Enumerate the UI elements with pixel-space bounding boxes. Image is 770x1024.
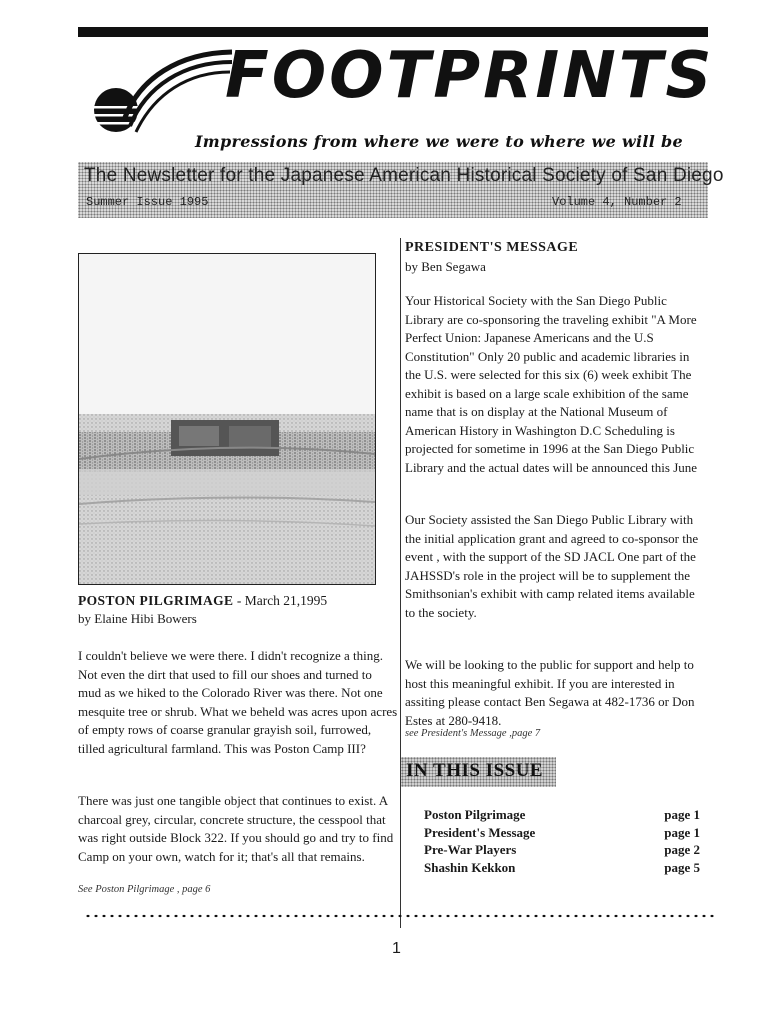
presidents-message-paragraph-1: Your Historical Society with the San Diego Public Library are co-sponsoring the traveling exhibit "A More Perfect Union: Japanese Americans and the U.S Constitution" Only 20 public and academic libraries in the U.S. were selected for this six (6) week exhibit The exhibit is based on a large scale exhibition of the same name that is on display at the National Museum of American History in Washington D.C Scheduling is projected for sometime in 1996 at the San Diego Public Library and the actual dates will be announced this June bbox=[405, 293, 698, 475]
issue-label: Summer Issue 1995 bbox=[86, 195, 209, 209]
toc-item bbox=[424, 859, 700, 877]
presidents-message-byline: by Ben Segawa bbox=[405, 259, 486, 274]
masthead-title: FOOTPRINTS bbox=[225, 39, 715, 113]
presidents-message-paragraph-2: Our Society assisted the San Diego Public Library with the initial application grant and agreed to co-sponsor the event , with the support of the SD JACL One part of the JAHSSD's role in the project will be to supplement the Smithsonian's exhibit with camp related items available to the society. bbox=[405, 512, 699, 620]
toc-item bbox=[424, 841, 700, 859]
top-rule bbox=[78, 27, 708, 37]
banner-title: The Newsletter for the Japanese American Historical Society of San Diego bbox=[84, 165, 724, 186]
toc-item-title: Shashin Kekkon bbox=[424, 859, 516, 875]
poston-pilgrimage-title bbox=[78, 593, 327, 609]
tagline: Impressions from where we were to where we will be bbox=[195, 132, 683, 151]
volume-label: Volume 4, Number 2 bbox=[552, 195, 682, 209]
presidents-message-paragraph-3: We will be looking to the public for support and help to host this meaningful exhibit. If you are interested in assiting please contact Ben Segawa at 482-1736 or Don Estes at 280-9418. bbox=[405, 657, 695, 728]
poston-photo bbox=[78, 253, 376, 585]
toc-item-page: page 2 bbox=[664, 842, 700, 857]
column-divider bbox=[400, 238, 401, 928]
landscape-photo-image bbox=[79, 254, 375, 584]
table-of-contents bbox=[424, 806, 700, 876]
poston-title-text: POSTON PILGRIMAGE bbox=[78, 593, 234, 608]
toc-item bbox=[424, 824, 700, 842]
poston-paragraph-2: There was just one tangible object that continues to exist. A charcoal grey, circular, concrete structure, the cesspool that was right outside Block 322. If you should go and try to find Camp on your own, watch for it; that's all that remains. bbox=[78, 793, 394, 864]
poston-byline: by Elaine Hibi Bowers bbox=[78, 611, 197, 626]
dotted-divider bbox=[84, 913, 714, 919]
toc-item-page: page 1 bbox=[664, 824, 700, 840]
in-this-issue-heading: IN THIS ISSUE bbox=[406, 760, 544, 781]
presidents-message-title: PRESIDENT'S MESSAGE bbox=[405, 240, 579, 255]
toc-item-page: page 5 bbox=[664, 859, 700, 875]
toc-item bbox=[424, 806, 700, 824]
toc-item-page: page 1 bbox=[664, 807, 700, 822]
poston-paragraph-1: I couldn't believe we were there. I didn't recognize a thing. Not even the dirt that used to fill our shoes and turned to mud as we hiked to the Colorado River was there. Not one mesquite tree or shrub. What we beheld was acres upon acres of empty rows of coarse granular grayish soil, furrowed, tilled agricultural farmland. This was Poston Camp III? bbox=[78, 648, 398, 756]
page-number: 1 bbox=[392, 940, 401, 957]
toc-item-title: President's Message bbox=[424, 824, 536, 840]
toc-item-title: Poston Pilgrimage bbox=[424, 807, 526, 822]
poston-continued: See Poston Pilgrimage , page 6 bbox=[78, 884, 211, 895]
poston-date: - March 21,1995 bbox=[233, 593, 328, 608]
toc-item-title: Pre-War Players bbox=[424, 842, 517, 857]
presidents-message-continued: see President's Message ,page 7 bbox=[405, 728, 541, 739]
